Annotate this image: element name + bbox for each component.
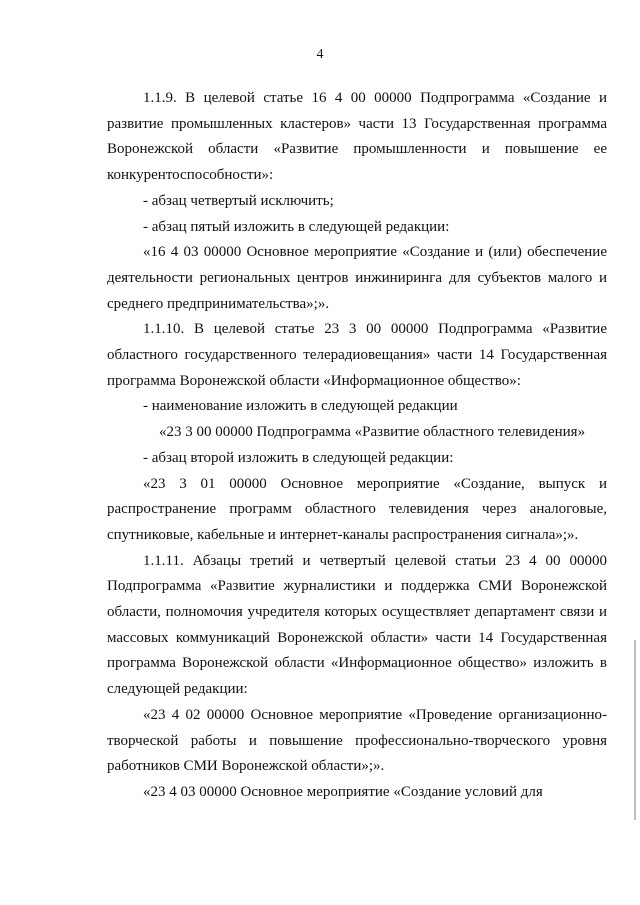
paragraph-item-second-edit: - абзац второй изложить в следующей редакции: — [143, 449, 454, 466]
paragraph-quote-23-3-00: «23 3 00 00000 Подпрограмма «Развитие областного телевидения» — [159, 424, 586, 441]
scan-edge-mark — [634, 640, 636, 820]
paragraph-1-1-11: 1.1.11. Абзацы третий и четвертый целевой статьи 23 4 00 00000 Подпрограмма «Развитие журналистики и поддержка СМИ Воронежской области, полномочия учредителя которых осуществляет департамент связи и массовых коммуникаций Воронежской области» части 14 Государственная программа Воронежской области «Информационное общество» изложить в следующей редакции: — [107, 552, 607, 698]
paragraph-1-1-10: 1.1.10. В целевой статье 23 3 00 00000 Подпрограмма «Развитие областного государственного телерадиовещания» части 14 Государственная программа Воронежской области «Информационное общество»: — [107, 321, 607, 389]
paragraph-quote-23-4-03: «23 4 03 00000 Основное мероприятие «Создание условий для — [143, 783, 543, 800]
paragraph-item-fifth-edit: - абзац пятый изложить в следующей редакции: — [143, 218, 450, 235]
paragraph-quote-16-4-03: «16 4 03 00000 Основное мероприятие «Создание и (или) обеспечение деятельности региональных центров инжиниринга для субъектов малого и среднего предпринимательства»;». — [107, 244, 607, 312]
paragraph-quote-23-3-01: «23 3 01 00000 Основное мероприятие «Создание, выпуск и распространение программ областного телевидения через аналоговые, спутниковые, кабельные и интернет-каналы распространения сигнала»;». — [107, 475, 607, 543]
paragraph-1-1-9: 1.1.9. В целевой статье 16 4 00 00000 Подпрограмма «Создание и развитие промышленных кластеров» части 13 Государственная программа Воронежской области «Развитие промышленности и повышение ее конкурентоспособности»: — [107, 90, 607, 184]
page-number: 4 — [316, 47, 324, 62]
document-body — [107, 86, 607, 806]
paragraph-item-name-edit: - наименование изложить в следующей редакции — [143, 398, 458, 415]
paragraph-item-delete-fourth: - абзац четвертый исключить; — [143, 192, 334, 209]
paragraph-quote-23-4-02: «23 4 02 00000 Основное мероприятие «Проведение организационно-творческой работы и повышение профессионально-творческого уровня работников СМИ Воронежской области»;». — [107, 706, 607, 775]
